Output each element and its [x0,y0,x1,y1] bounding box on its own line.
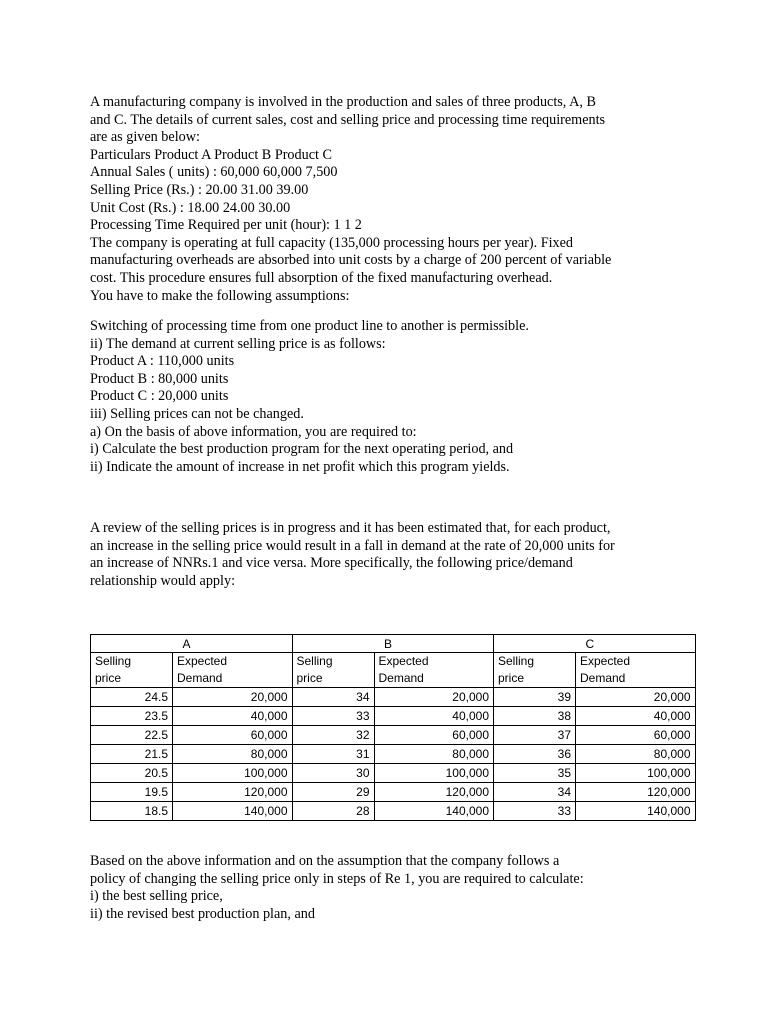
table-cell: 31 [292,745,374,764]
text-line: ii) The demand at current selling price is as follows: [90,335,386,352]
text-line: Product C : 20,000 units [90,388,229,405]
group-spacer-b [292,635,374,653]
table-cell: 120,000 [576,783,696,802]
table-cell: 60,000 [576,726,696,745]
table-cell: 33 [494,802,576,821]
text-line: and C. The details of current sales, cost and selling price and processing time requirements [90,111,606,128]
table-cell: 37 [494,726,576,745]
text-line: The company is operating at full capacity (135,000 processing hours per year). Fixed [90,234,574,251]
group-c-label: C [585,636,595,651]
text-line: Product A : 110,000 units [90,353,235,370]
price-demand-table [90,634,696,821]
group-spacer-a [91,635,173,653]
text-line: A review of the selling prices is in progress and it has been estimated that, for each product, [90,520,611,536]
table-cell: 23.5 [91,707,173,726]
table-cell: 35 [494,764,576,783]
table-cell: 19.5 [91,783,173,802]
table-cell: 24.5 [91,688,173,707]
table-cell: 32 [292,726,374,745]
table-cell: 38 [494,707,576,726]
text-line: a) On the basis of above information, you are required to: [90,423,417,440]
table-group-header-row [91,635,696,653]
group-label-a [173,635,293,653]
text-line: Annual Sales ( units) : 60,000 60,000 7,500 [90,164,338,181]
text-line: iii) Selling prices can not be changed. [90,405,304,422]
text-line: A manufacturing company is involved in the production and sales of three products, A, B [90,94,596,110]
table-cell: 100,000 [374,764,494,783]
text-line: Based on the above information and on the assumption that the company follows a [90,853,560,869]
table-cell: 100,000 [576,764,696,783]
table-cell: 21.5 [91,745,173,764]
table-cell: 80,000 [173,745,293,764]
table-cell: 140,000 [374,802,494,821]
table-cell: 34 [292,688,374,707]
table-row [91,802,696,821]
table-cell: 140,000 [576,802,696,821]
selling-price-header: Selling price [91,653,173,688]
group-a-label: A [182,636,191,651]
group-label-b [374,635,494,653]
table-cell: 28 [292,802,374,821]
selling-price-header: Selling price [292,653,374,688]
table-column-header-row [91,653,696,688]
table-cell: 34 [494,783,576,802]
table-cell: 40,000 [374,707,494,726]
text-line: an increase in the selling price would result in a fall in demand at the rate of 20,000 units for [90,537,615,554]
table-cell: 60,000 [173,726,293,745]
review-paragraph [90,520,690,590]
text-line: Switching of processing time from one product line to another is permissible. [90,318,529,334]
table-cell: 20,000 [173,688,293,707]
table-row [91,745,696,764]
table-cell: 20,000 [576,688,696,707]
text-line: policy of changing the selling price only in steps of Re 1, you are required to calculate: [90,870,584,887]
table-cell: 36 [494,745,576,764]
text-line: You have to make the following assumptions: [90,287,350,304]
table-cell: 20,000 [374,688,494,707]
expected-demand-header: Expected Demand [173,653,293,688]
text-line: manufacturing overheads are absorbed into unit costs by a charge of 200 percent of variable [90,252,612,269]
text-line: an increase of NNRs.1 and vice versa. More specifically, the following price/demand [90,555,573,572]
text-line: Processing Time Required per unit (hour): 1 1 2 [90,217,362,234]
text-line: Unit Cost (Rs.) : 18.00 24.00 30.00 [90,199,291,216]
table-cell: 80,000 [374,745,494,764]
text-line: ii) Indicate the amount of increase in net profit which this program yields. [90,458,510,475]
text-line: cost. This procedure ensures full absorption of the fixed manufacturing overhead. [90,269,553,286]
text-line: ii) the revised best production plan, and [90,905,315,922]
group-b-label: B [384,636,393,651]
group-spacer-c [494,635,576,653]
expected-demand-header: Expected Demand [576,653,696,688]
table-cell: 22.5 [91,726,173,745]
table-row [91,688,696,707]
selling-price-header: Selling price [494,653,576,688]
table-cell: 120,000 [173,783,293,802]
text-line: relationship would apply: [90,572,236,589]
table-cell: 29 [292,783,374,802]
table-cell: 40,000 [173,707,293,726]
table-cell: 120,000 [374,783,494,802]
table-cell: 30 [292,764,374,783]
table-cell: 60,000 [374,726,494,745]
text-line: Particulars Product A Product B Product C [90,146,332,163]
expected-demand-header: Expected Demand [374,653,494,688]
table-cell: 100,000 [173,764,293,783]
table-cell: 140,000 [173,802,293,821]
text-line: i) Calculate the best production program for the next operating period, and [90,441,514,458]
table-row [91,726,696,745]
table-row [91,764,696,783]
table-cell: 18.5 [91,802,173,821]
text-line: i) the best selling price, [90,888,223,905]
group-label-c [576,635,696,653]
table-row [91,783,696,802]
table-row [91,707,696,726]
text-line: Selling Price (Rs.) : 20.00 31.00 39.00 [90,181,309,198]
table-cell: 33 [292,707,374,726]
table-cell: 20.5 [91,764,173,783]
table-cell: 40,000 [576,707,696,726]
conclusion-paragraph [90,853,690,923]
text-line: are as given below: [90,129,200,146]
table-cell: 39 [494,688,576,707]
table-cell: 80,000 [576,745,696,764]
intro-paragraph [90,94,690,305]
text-line: Product B : 80,000 units [90,370,229,387]
assumptions-paragraph [90,318,690,476]
